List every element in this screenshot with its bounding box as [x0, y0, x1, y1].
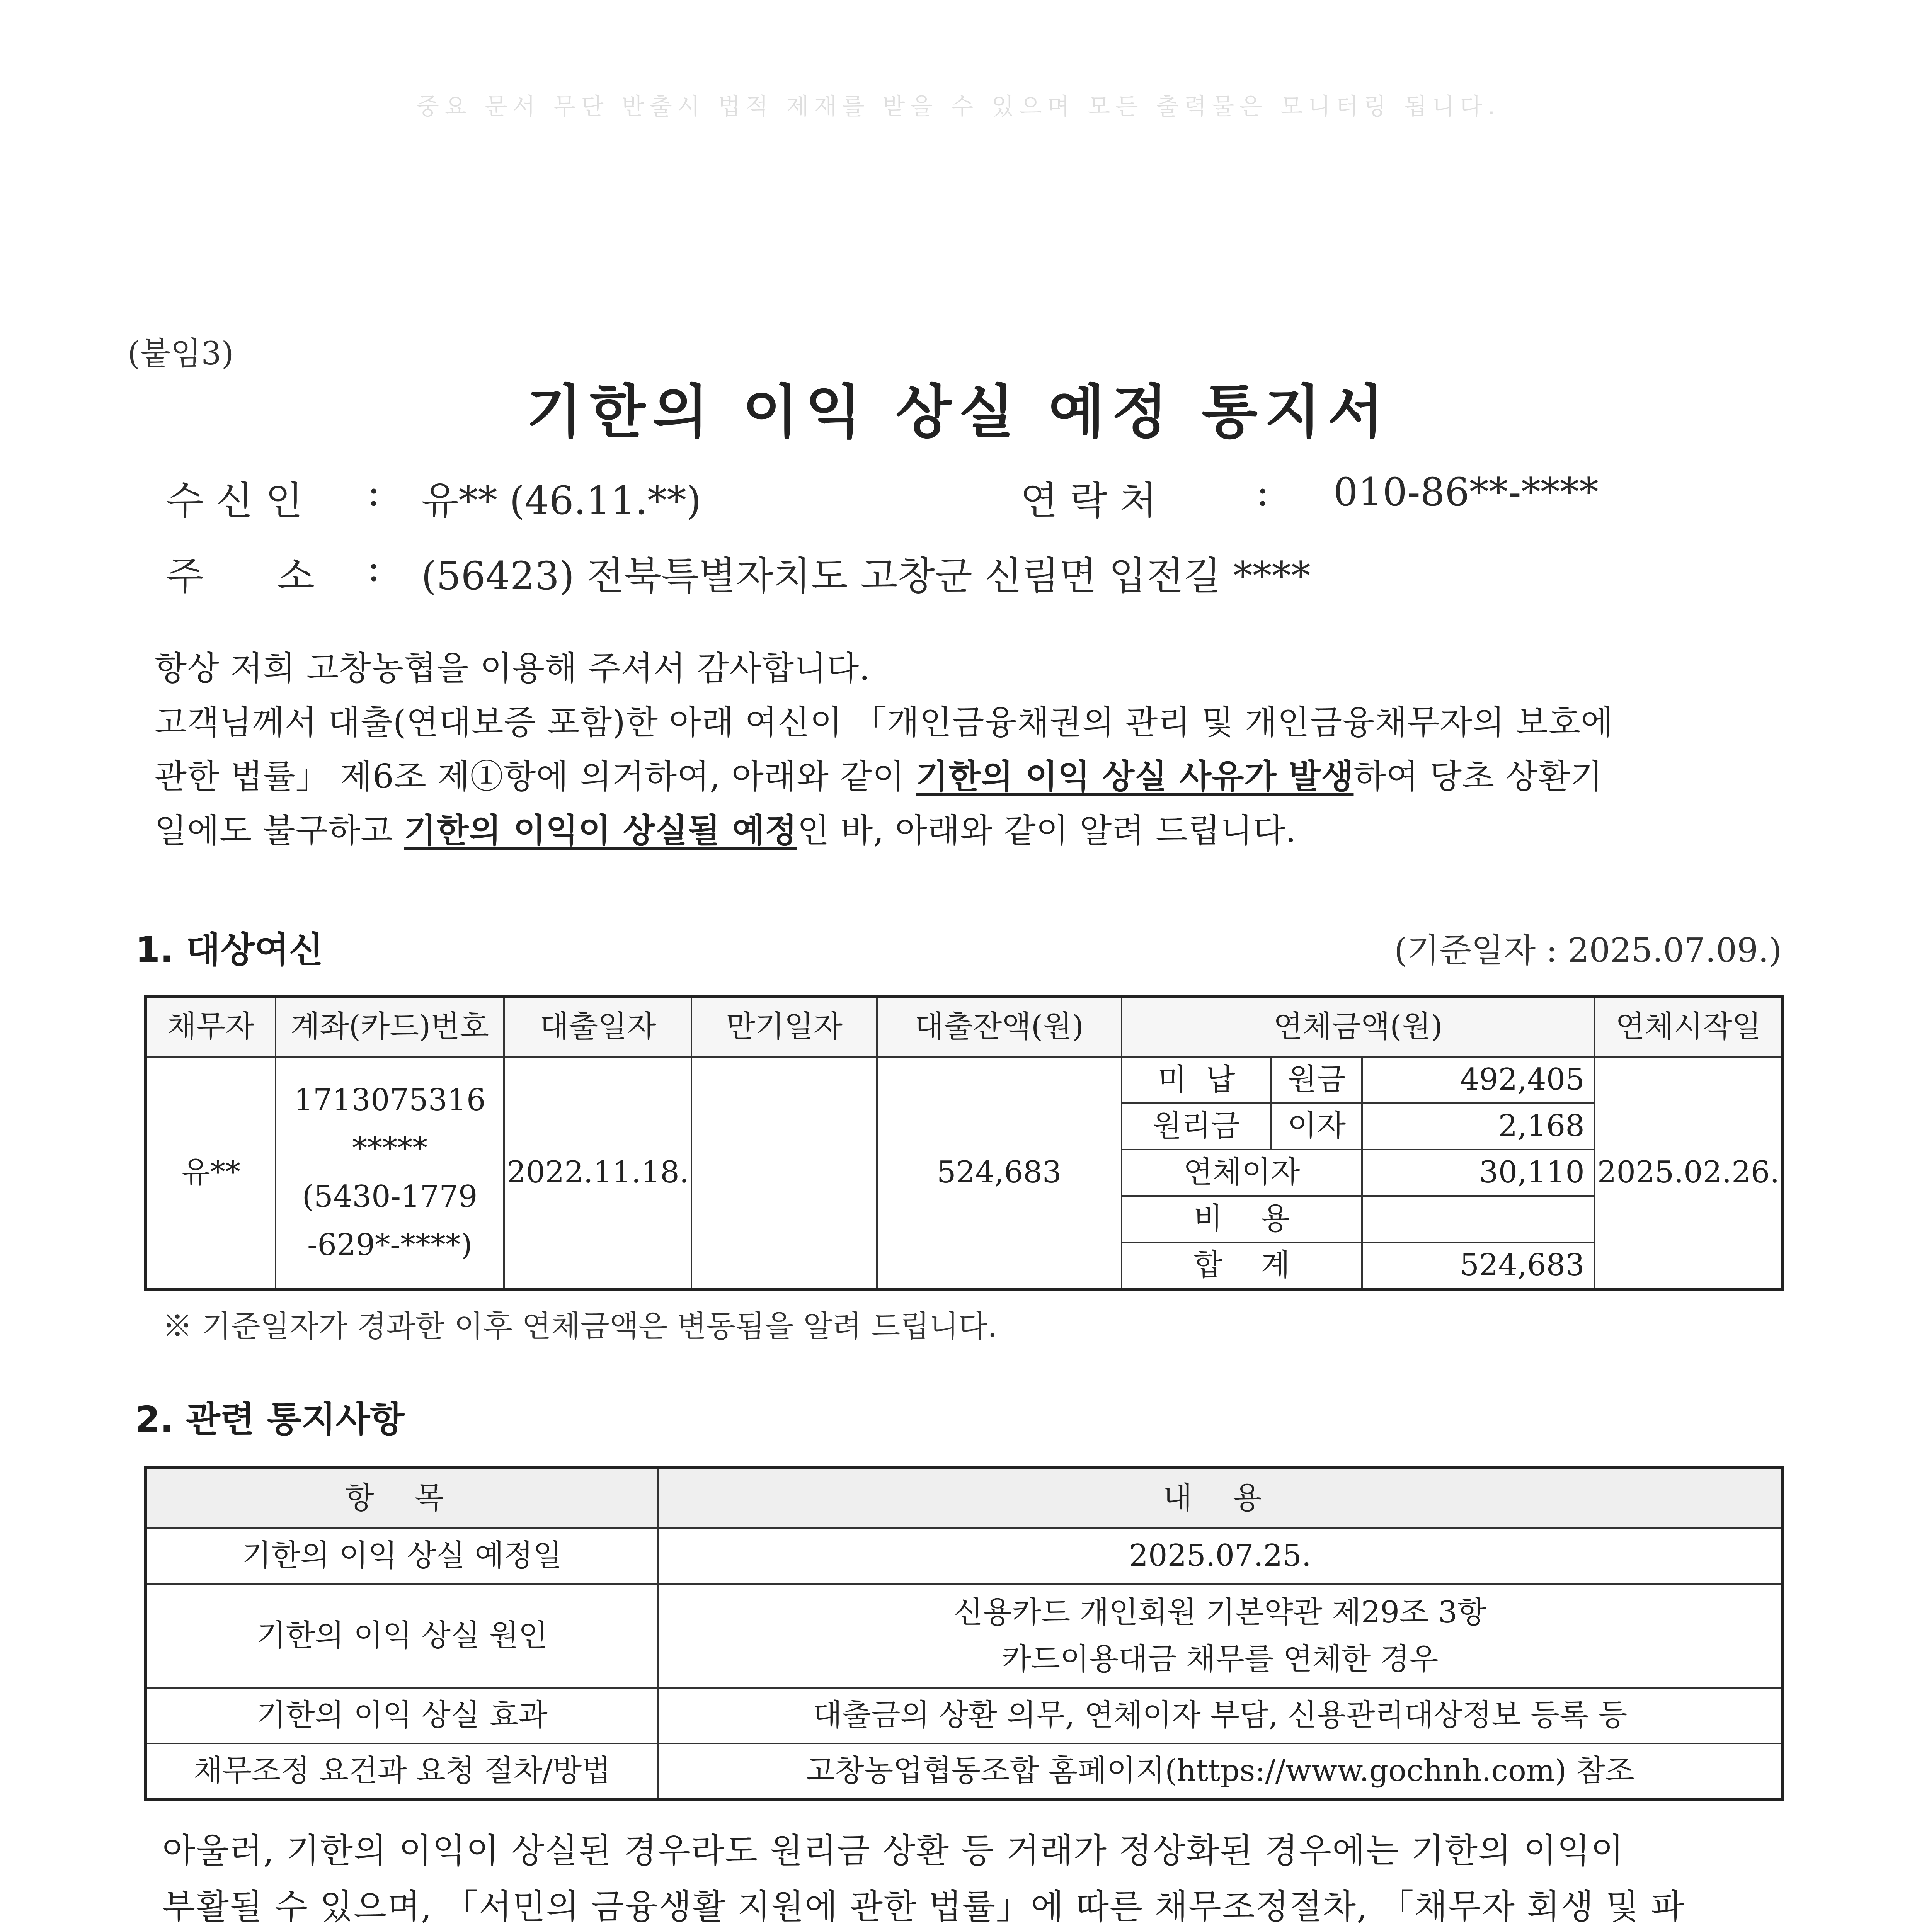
cost-label: 비 용	[1122, 1196, 1362, 1242]
emphasis-text: 기한의 이익 상실 사유가 발생	[916, 757, 1354, 796]
col-header: 내 용	[658, 1468, 1783, 1528]
interest-amount: 2,168	[1362, 1103, 1595, 1150]
item-cell: 채무조정 요건과 요청 절차/방법	[145, 1743, 658, 1800]
content-cell: 대출금의 상환 의무, 연체이자 부담, 신용관리대상정보 등록 등	[658, 1688, 1783, 1743]
paragraph-line: 아울러, 기한의 이익이 상실된 경우라도 원리금 상환 등 거래가 정상화된 경우에는 기한의 이익이	[162, 1831, 1624, 1871]
col-header: 만기일자	[691, 997, 877, 1057]
overdue-start-cell: 2025.02.26.	[1595, 1057, 1783, 1289]
attachment-label: (붙임3)	[128, 335, 234, 372]
contact-number: 010-86**-****	[1333, 469, 1599, 515]
loan-table	[144, 995, 1784, 1291]
recipient-address: (56423) 전북특별자치도 고창군 신림면 입전길 ****	[421, 553, 1311, 599]
content-cell: 신용카드 개인회원 기본약관 제29조 3항 카드이용대금 채무를 연체한 경우	[658, 1584, 1783, 1688]
separator: :	[367, 545, 380, 590]
unpaid-label: 원리금	[1122, 1103, 1272, 1150]
content-cell: 고창농업협동조합 홈페이지(https://www.gochnh.com) 참조	[658, 1743, 1783, 1800]
separator: :	[1256, 469, 1269, 515]
section-1-title: 1. 대상여신	[135, 929, 323, 971]
total-label: 합 계	[1122, 1242, 1362, 1289]
confidential-watermark: 중요 문서 무단 반출시 법적 제재를 받을 수 있으며 모든 출력물은 모니터링 됩니다.	[416, 93, 1501, 120]
intro-line-2: 고객님께서 대출(연대보증 포함)한 아래 여신이 「개인금융채권의 관리 및 개인금융채무자의 보호에	[155, 703, 1614, 742]
col-header: 대출일자	[504, 997, 691, 1057]
contact-label: 연 락 처	[1020, 478, 1157, 523]
col-header: 대출잔액(원)	[877, 997, 1122, 1057]
balance-cell: 524,683	[877, 1057, 1122, 1289]
page-title: 기한의 이익 상실 예정 통지서	[526, 379, 1391, 446]
separator: :	[367, 469, 380, 515]
content-cell: 2025.07.25.	[658, 1528, 1783, 1584]
overdue-note: ※ 기준일자가 경과한 이후 연체금액은 변동됨을 알려 드립니다.	[162, 1309, 998, 1344]
emphasis-text: 기한의 이익이 상실될 예정	[404, 811, 797, 850]
maturity-cell	[691, 1057, 877, 1289]
col-header: 항 목	[145, 1468, 658, 1528]
base-date: (기준일자 : 2025.07.09.)	[1394, 931, 1782, 970]
address-label: 주 소	[166, 553, 315, 599]
recipient-name: 유** (46.11.**)	[421, 478, 701, 523]
intro-line-4: 일에도 불구하고 기한의 이익이 상실될 예정인 바, 아래와 같이 알려 드립니다.	[155, 811, 1297, 850]
overdue-interest-amount: 30,110	[1362, 1150, 1595, 1196]
overdue-interest-label: 연체이자	[1122, 1150, 1362, 1196]
principal-label: 원금	[1271, 1057, 1362, 1103]
col-header: 연체시작일	[1595, 997, 1783, 1057]
section-2-title: 2. 관련 통지사항	[135, 1399, 405, 1440]
notice-table	[144, 1466, 1784, 1801]
intro-line-1: 항상 저희 고창농협을 이용해 주셔서 감사합니다.	[155, 649, 870, 688]
interest-label: 이자	[1271, 1103, 1362, 1150]
total-amount: 524,683	[1362, 1242, 1595, 1289]
recipient-name-label: 수 신 인	[166, 478, 303, 523]
debtor-cell: 유**	[145, 1057, 276, 1289]
paragraph-line: 부활될 수 있으며, 「서민의 금융생활 지원에 관한 법률」에 따른 채무조정절차, 「채무자 회생 및 파	[162, 1887, 1685, 1927]
unpaid-label: 미 납	[1122, 1057, 1272, 1103]
intro-line-3: 관한 법률」 제6조 제①항에 의거하여, 아래와 같이 기한의 이익 상실 사유가 발생하여 당초 상환기	[155, 757, 1603, 796]
item-cell: 기한의 이익 상실 예정일	[145, 1528, 658, 1584]
col-header: 채무자	[145, 997, 276, 1057]
cost-amount	[1362, 1196, 1595, 1242]
item-cell: 기한의 이익 상실 원인	[145, 1584, 658, 1688]
loan-date-cell: 2022.11.18.	[504, 1057, 691, 1289]
account-cell: 1713075316 ***** (5430-1779 -629*-****)	[276, 1057, 504, 1289]
item-cell: 기한의 이익 상실 효과	[145, 1688, 658, 1743]
col-header: 계좌(카드)번호	[276, 997, 504, 1057]
principal-amount: 492,405	[1362, 1057, 1595, 1103]
col-header: 연체금액(원)	[1122, 997, 1595, 1057]
